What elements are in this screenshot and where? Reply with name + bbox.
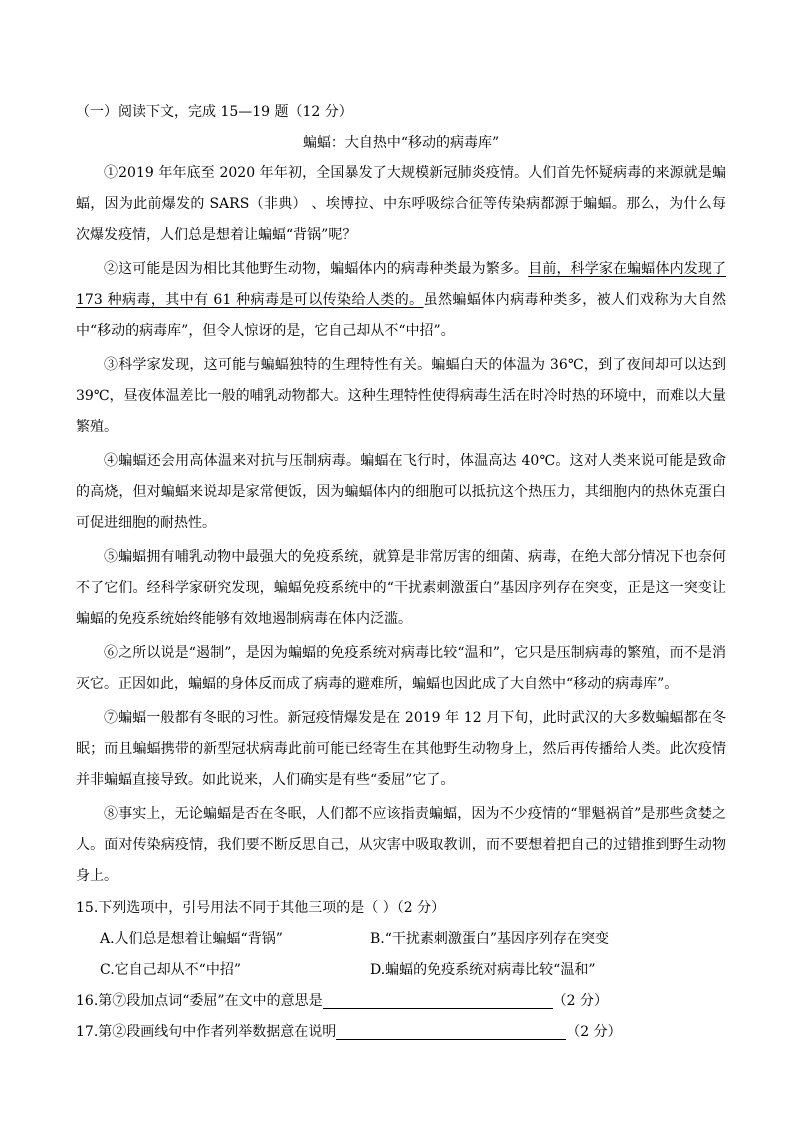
question-15-options-row-1 [76,924,726,955]
answer-blank-16[interactable] [323,990,553,1009]
option-b: B.“干扰素刺激蛋白”基因序列存在突变 [370,931,610,947]
underlined-sentence: 目前，科学家在蝙蝠体内发现了 173 种病毒，其中有 61 种病毒是可以传染给人类的。 [76,261,727,308]
paragraph-2-intro: ②这可能是因为相比其他野生动物，蝙蝠体内的病毒种类最为繁多。 [104,261,529,277]
question-17 [76,1017,726,1048]
option-a: A.人们总是想着让蝙蝠“背锅” [100,931,283,947]
paragraph-5: ⑤蝙蝠拥有哺乳动物中最强大的免疫系统，就算是非常厉害的细菌、病毒，在绝大部分情况下也奈何不了它们。经科学家研究发现，蝙蝠免疫系统中的“干扰素刺激蛋白”基因序列存在突变，正是这一突变让蝙蝠的免疫系统始终能够有效地遏制病毒在体内泛滥。 [76,549,726,627]
article-title: 蝙蝠：大自热中“移动的病毒库” [302,135,500,151]
question-16 [76,986,726,1017]
question-15-stem: 15.下列选项中，引号用法不同于其他三项的是（ ）（2 分） [76,900,446,916]
paragraph-8: ⑧事实上，无论蝙蝠是否在冬眠，人们都不应该指责蝙蝠，因为不少疫情的“罪魁祸首”是那些贪婪之人。面对传染病疫情，我们要不断反思自己，从灾害中吸取教训，而不要想着把自己的过错推到野生动物身上。 [76,806,726,884]
reading-section [76,98,726,1048]
paragraph-6: ⑥之所以说是“遏制”，是因为蝙蝠的免疫系统对病毒比较“温和”，它只是压制病毒的繁殖，而不是消灭它。正因如此，蝙蝠的身体反而成了病毒的避难所，蝙蝠也因此成了大自然中“移动的病毒库”。 [76,645,726,692]
questions-block [76,893,726,1048]
paragraph-7: ⑦蝙蝠一般都有冬眠的习性。新冠疫情爆发是在 2019 年 12 月下旬，此时武汉的大多数蝙蝠都在冬眠；而且蝙蝠携带的新型冠状病毒此前可能已经寄生在其他野生动物身上，然后再传播给人类。此次疫情并非蝙蝠直接导致。如此说来，人们确实是有些“委屈”它了。 [76,710,726,788]
option-d: D.蝙蝠的免疫系统对病毒比较“温和” [370,962,596,978]
question-16-points: （2 分） [552,993,608,1009]
paragraph-3: ③科学家发现，这可能与蝙蝠独特的生理特性有关。蝙蝠白天的体温为 36℃，到了夜间却可以达到 39℃，昼夜体温差比一般的哺乳动物都大。这种生理特性使得病毒生活在时冷时热的环境中，而难以大量繁殖。 [76,357,726,435]
option-c: C.它自己却从不“中招” [100,962,241,978]
question-17-points: （2 分） [566,1024,622,1040]
answer-blank-17[interactable] [336,1021,566,1040]
paragraph-2-rest: 虽然蝙蝠体内病毒种类多，被人们戏称为大自然中“移动的病毒库”，但令人惊讶的是，它自己却从不“中招”。 [76,292,726,339]
paragraph-2 [76,254,726,347]
question-16-stem: 16.第⑦段加点词“委屈”在文中的意思是 [76,993,323,1009]
paragraph-1: ①2019 年年底至 2020 年年初，全国暴发了大规模新冠肺炎疫情。人们首先怀疑病毒的来源就是蝙蝠，因为此前爆发的 SARS（非典） 、埃博拉、中东呼吸综合征等传染病都源于蝙蝠。那么，为什么每次爆发疫情，人们总是想着让蝙蝠“背锅”呢？ [76,165,726,243]
question-17-stem: 17.第②段画线句中作者列举数据意在说明 [76,1024,337,1040]
paragraph-4: ④蝙蝠还会用高体温来对抗与压制病毒。蝙蝠在飞行时，体温高达 40℃。这对人类来说可能是致命的高烧，但对蝙蝠来说却是家常便饭，因为蝙蝠体内的细胞可以抵抗这个热压力，其细胞内的热休克蛋白可促进细胞的耐热性。 [76,453,726,531]
question-15-options-row-2 [76,955,726,986]
section-heading: （一）阅读下文，完成 15—19 题（12 分） [76,104,353,120]
